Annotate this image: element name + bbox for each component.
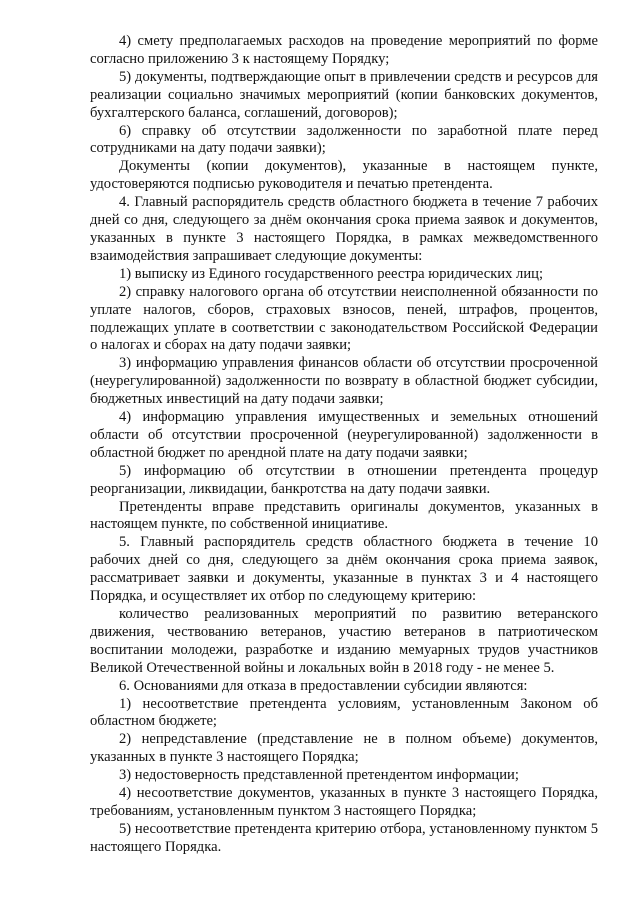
paragraph: 1) выписку из Единого государственного реестра юридических лиц; (119, 265, 544, 282)
paragraph: 4) несоответствие документов, указанных в пункте 3 настоящего Порядка, требованиям, установленным пунктом 3 настоящего Порядка; (90, 785, 598, 819)
paragraph: Документы (копии документов), указанные в настоящем пункте, удостоверяются подписью руководителя и печатью претендента. (90, 158, 598, 193)
paragraph: 3) информацию управления финансов области об отсутствии просроченной (неурегулированной) задолженности по возврату в областной бюджет субсидии, бюджетных инвестиций на дату подачи заявки; (90, 355, 598, 408)
paragraph: 5) информацию об отсутствии в отношении претендента процедур реорганизации, ликвидации, банкротства на дату подачи заявки. (90, 462, 598, 497)
paragraph: 2) справку налогового органа об отсутствии неисполненной обязанности по уплате налогов, сборов, страховых взносов, пеней, штрафов, процентов, подлежащих уплате в соответствии с законодательством Российской Федерации о налогах и сборах на дату подачи заявки; (90, 283, 598, 354)
paragraph: 6. Основаниями для отказа в предоставлении субсидии являются: (119, 677, 528, 694)
paragraph: 1) несоответствие претендента условиям, установленным Законом об областном бюджете; (90, 695, 598, 730)
paragraph: 4. Главный распорядитель средств областного бюджета в течение 7 рабочих дней со дня, следующего за днём окончания срока приема заявок и документов, указанных в пункте 3 настоящего Порядка, в рамках межведомственного взаимодействия запрашивает следующие документы: (90, 194, 598, 264)
paragraph: 5) несоответствие претендента критерию отбора, установленному пунктом 5 настоящего Порядка. (90, 820, 598, 855)
paragraph: Претенденты вправе представить оригиналы документов, указанных в настоящем пункте, по собственной инициативе. (90, 498, 598, 533)
paragraph: 2) непредставление (представление не в полном объеме) документов, указанных в пункте 3 настоящего Порядка; (90, 731, 598, 766)
paragraph: 4) смету предполагаемых расходов на проведение мероприятий по форме согласно приложению 3 к настоящему Порядку; (90, 33, 598, 67)
paragraph: 5) документы, подтверждающие опыт в привлечении средств и ресурсов для реализации социально значимых мероприятий (копии банковских документов, бухгалтерского баланса, соглашений, договоров); (90, 68, 598, 121)
paragraph: количество реализованных мероприятий по развитию ветеранского движения, чествованию ветеранов, участию ветеранов в патриотическом воспитании молодежи, разработке и изданию мемуарных трудов участников Великой Отечественной войны и локальных войн в 2018 году - не менее 5. (90, 606, 598, 676)
paragraph: 6) справку об отсутствии задолженности по заработной плате перед сотрудниками на дату подачи заявки); (90, 122, 598, 157)
paragraph: 4) информацию управления имущественных и земельных отношений области об отсутствии просроченной (неурегулированной) задолженности в областной бюджет по арендной плате на дату подачи заявки; (90, 409, 598, 461)
paragraph: 3) недостоверность представленной претендентом информации; (119, 767, 519, 784)
paragraph: 5. Главный распорядитель средств областного бюджета в течение 10 рабочих дней со дня, следующего за днём окончания срока приема заявок, рассматривает заявки и документы, указанные в пунктах 3 и 4 настоящего Порядка, и осуществляет их отбор по следующему критерию: (90, 534, 598, 605)
